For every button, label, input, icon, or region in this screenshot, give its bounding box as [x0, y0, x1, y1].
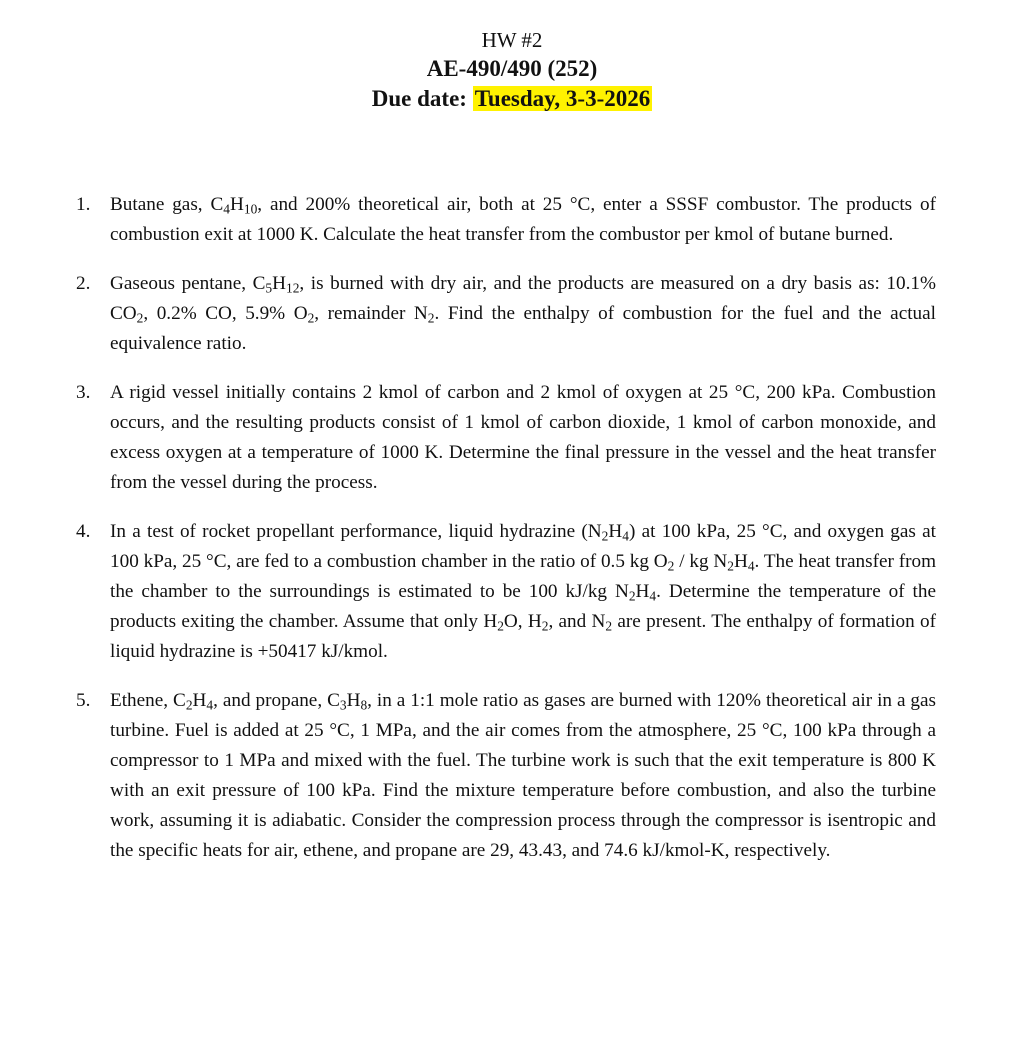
subscript: 2 [667, 558, 675, 574]
problem-text [110, 690, 936, 861]
problem-text-run: . Find the enthalpy of combustion for the fuel and the actual equivalence ratio. [110, 303, 936, 354]
problem-text-run: are present. The enthalpy of formation of liquid hydrazine is +50417 kJ/kmol. [110, 611, 936, 662]
subscript: 2 [727, 558, 734, 574]
problem-item [76, 190, 936, 250]
problem-text-run: H [346, 690, 361, 711]
problem-text-run: H [192, 690, 207, 711]
problem-number: 1. [76, 194, 91, 215]
problem-text-run: H [635, 581, 650, 602]
subscript: 2 [185, 697, 193, 713]
subscript: 4 [649, 588, 657, 604]
problem-text-run: , and 200% theoretical air, both at 25 °C, enter a SSSF combustor. The products of combustion exit at 1000 K. Calculate the heat transfer from the combustor per kmol of butane burned. [110, 194, 937, 245]
subscript: 2 [307, 310, 315, 326]
subscript: 12 [285, 280, 300, 296]
problem-text-run: , remainder N [314, 303, 428, 324]
subscript: 2 [427, 310, 435, 326]
subscript: 2 [628, 588, 636, 604]
problem-text [110, 273, 936, 354]
problem-text-run: H [272, 273, 286, 294]
subscript: 2 [136, 310, 144, 326]
problem-text-run: , is burned with dry air, and the products are measured on a dry basis as: 10.1% CO [110, 273, 936, 324]
subscript: 4 [747, 558, 755, 574]
problem-text-run: H [733, 551, 748, 572]
problem-text-run: H [608, 521, 623, 542]
problem-text [110, 194, 936, 245]
problem-text [110, 521, 936, 662]
subscript: 3 [339, 697, 347, 713]
document-header [0, 26, 1024, 114]
problem-text-run: Ethene, C [110, 690, 186, 711]
problem-number: 4. [76, 521, 91, 542]
problem-number: 2. [76, 273, 91, 294]
problem-text [110, 382, 936, 493]
subscript: 2 [541, 618, 549, 634]
problem-text-run: , 0.2% CO, 5.9% O [143, 303, 308, 324]
subscript: 4 [622, 528, 629, 544]
problem-item [76, 686, 936, 866]
problem-item [76, 378, 936, 498]
subscript: 2 [605, 618, 613, 634]
problem-text-run: / kg N [674, 551, 728, 572]
problem-item [76, 269, 936, 359]
due-date-value: Tuesday, 3-3-2026 [474, 86, 651, 111]
problem-number: 3. [76, 382, 91, 403]
problem-text-run: ) at 100 kPa, 25 °C, and oxygen gas at 100 kPa, 25 °C, are fed to a combustion chamber in the ratio of 0.5 kg O [110, 521, 937, 572]
problem-text-run: H [229, 194, 244, 215]
subscript: 2 [601, 528, 609, 544]
problem-text-run: Butane gas, C [110, 194, 224, 215]
subscript: 5 [265, 280, 273, 296]
problem-list [76, 190, 936, 885]
course-code: AE-490/490 (252) [426, 56, 598, 81]
problem-text-run: O, H [503, 611, 542, 632]
problem-text-run: . The heat transfer from the chamber to the surroundings is estimated to be 100 kJ/kg N [110, 551, 936, 602]
problem-number: 5. [76, 690, 91, 711]
problem-item [76, 517, 936, 667]
subscript: 4 [206, 697, 214, 713]
subscript: 10 [243, 201, 258, 217]
homework-number: HW #2 [481, 28, 543, 52]
problem-text-run: In a test of rocket propellant performance, liquid hydrazine (N [110, 521, 602, 542]
problem-text-run: , and N [548, 611, 606, 632]
subscript: 2 [497, 618, 504, 634]
problem-text-run: A rigid vessel initially contains 2 kmol of carbon and 2 kmol of oxygen at 25 °C, 200 kPa. Combustion occurs, and the resulting products consist of 1 kmol of carbon dioxide, 1 kmol of carbon monoxide, and excess oxygen at a temperature of 1000 K. Determine the final pressure in the vessel and the heat transfer from the vessel during the process. [110, 382, 936, 493]
subscript: 8 [360, 697, 368, 713]
problem-text-run: , and propane, C [213, 690, 340, 711]
due-date-label: Due date: [371, 86, 473, 111]
problem-text-run: , in a 1:1 mole ratio as gases are burned with 120% theoretical air in a gas turbine. Fuel is added at 25 °C, 1 MPa, and the air comes from the atmosphere, 25 °C, 100 kPa through a compressor to 1 MPa and mixed with the fuel. The turbine work is such that the exit temperature is 800 K with an exit pressure of 100 kPa. Find the mixture temperature before combustion, and also the turbine work, assuming it is adiabatic. Consider the compression process through the compressor is isentropic and the specific heats for air, ethene, and propane are 29, 43.43, and 74.6 kJ/kmol-K, respectively. [110, 690, 936, 861]
problem-text-run: Gaseous pentane, C [110, 273, 266, 294]
due-date-line [0, 84, 1024, 114]
subscript: 4 [223, 201, 230, 217]
problem-text-run: . Determine the temperature of the products exiting the chamber. Assume that only H [110, 581, 936, 632]
